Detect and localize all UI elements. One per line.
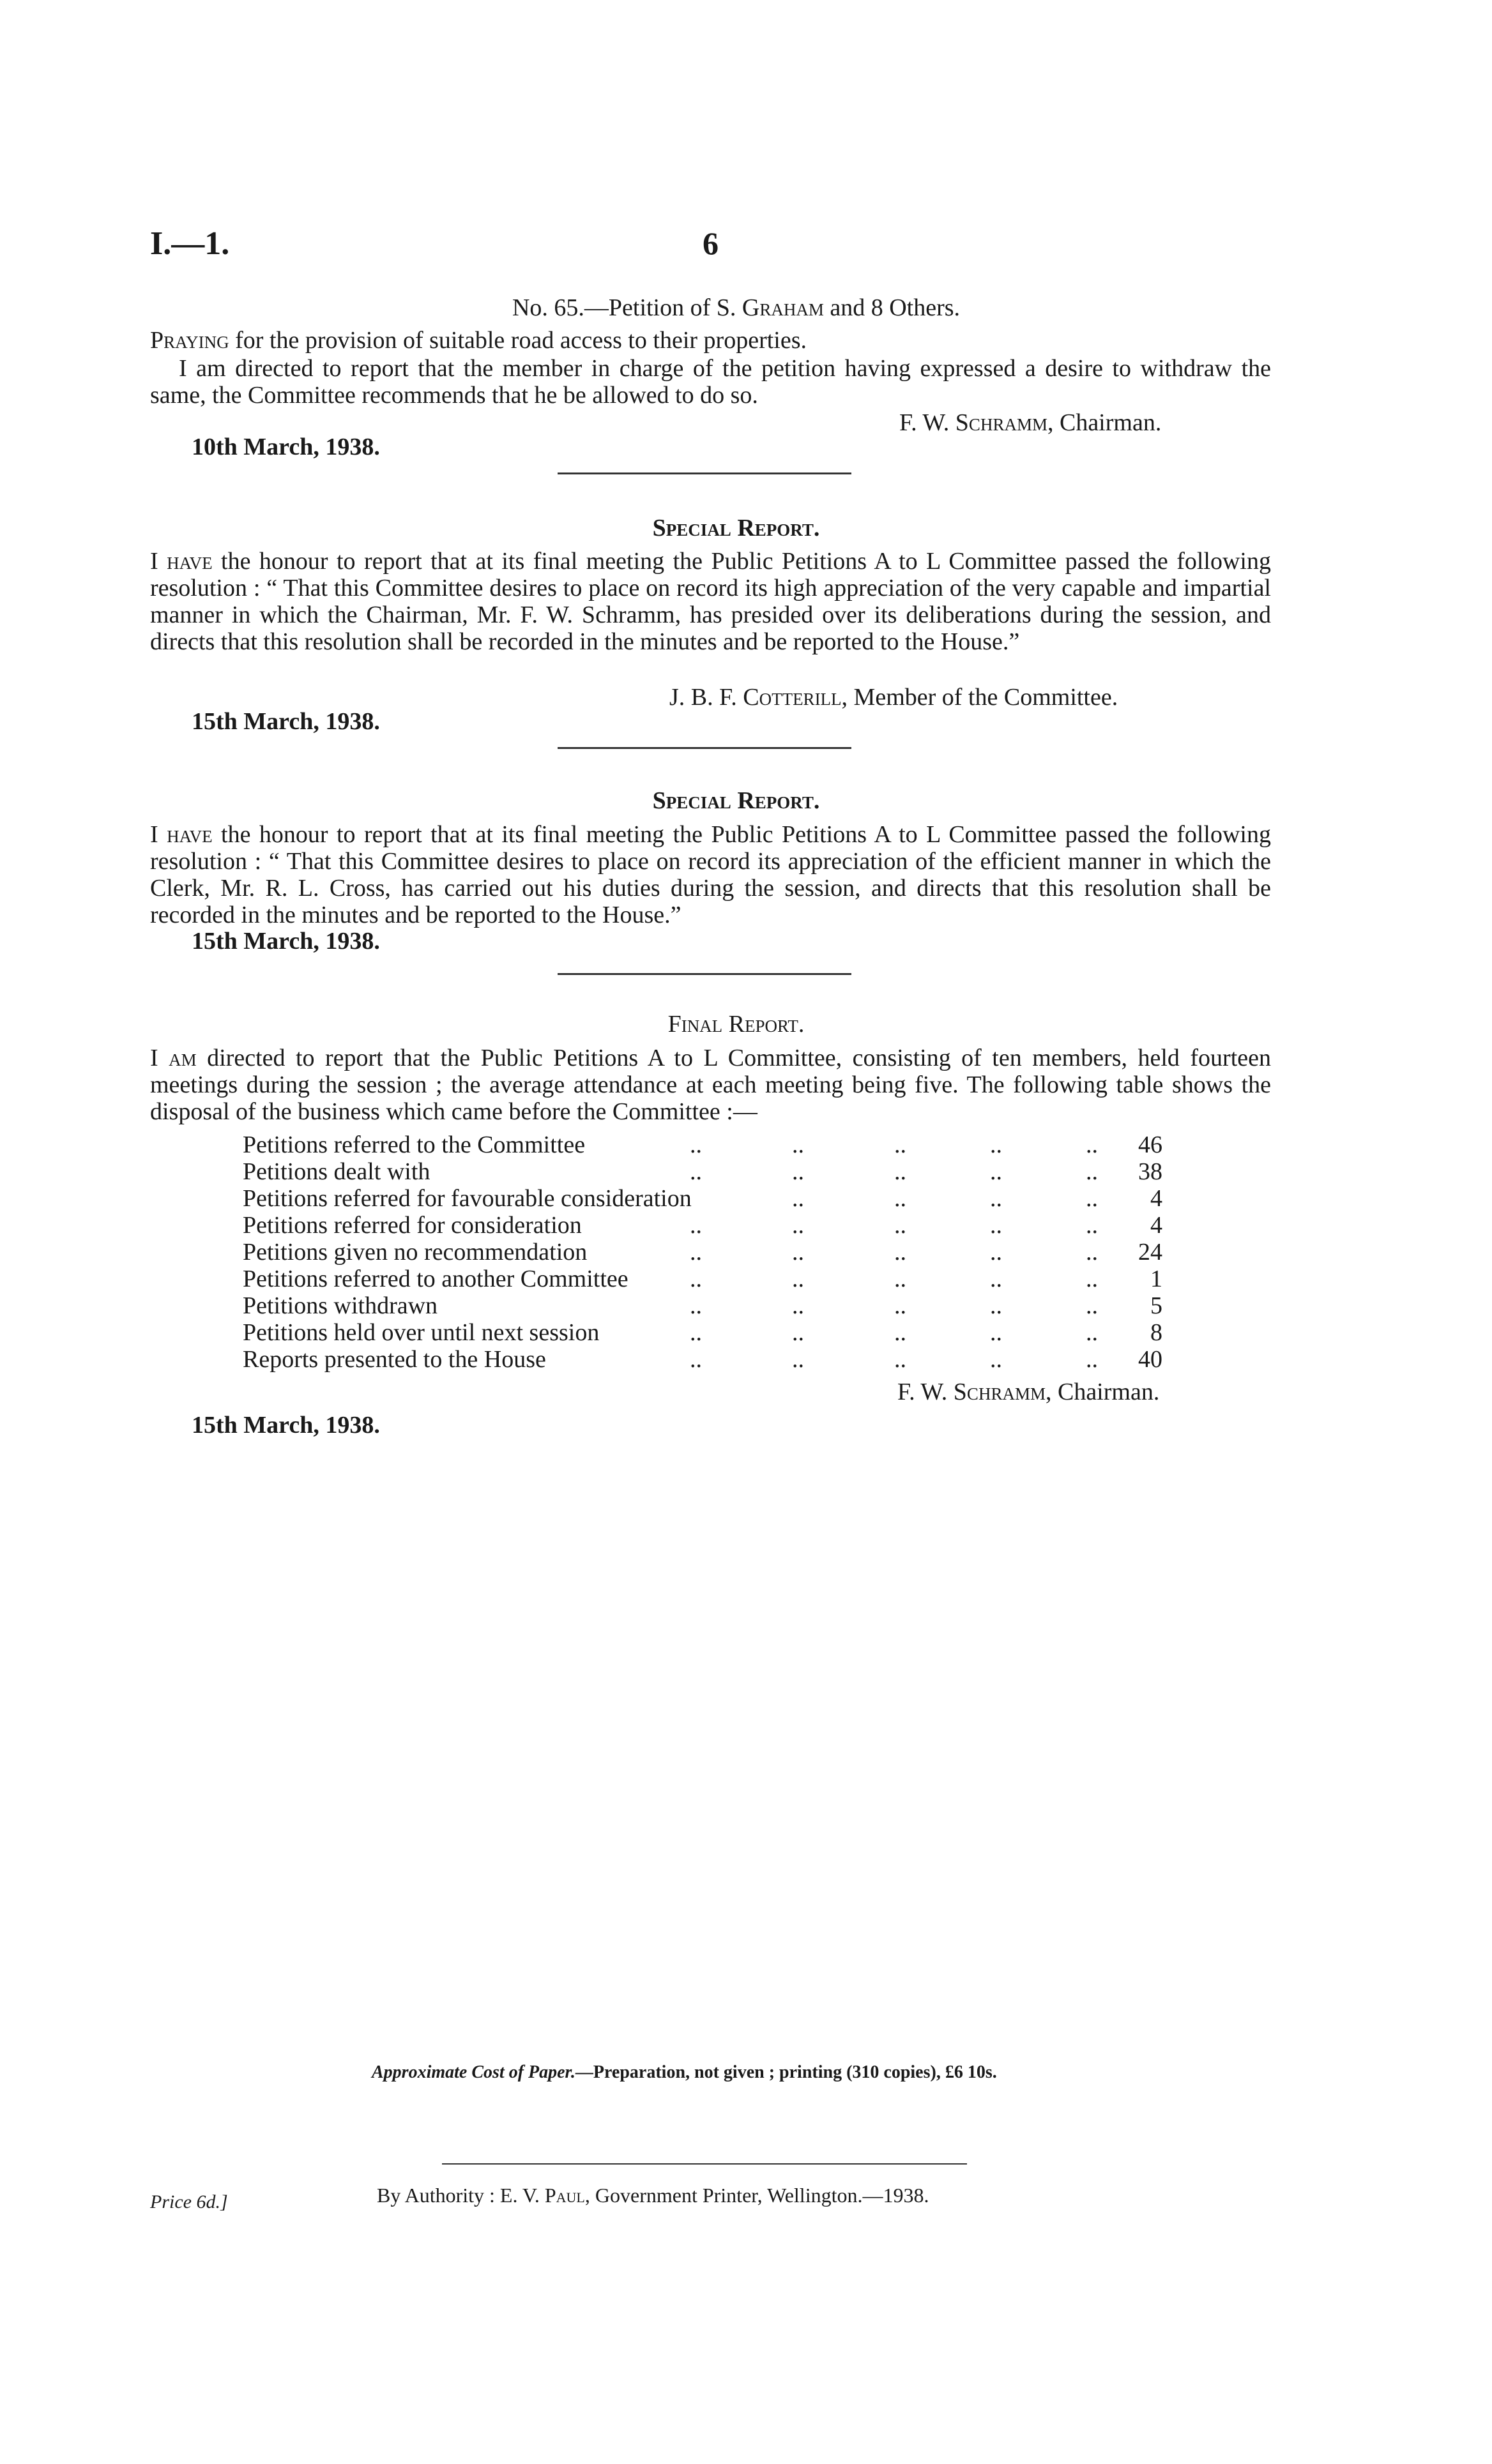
divider xyxy=(442,2163,967,2165)
leader-dot: .. xyxy=(690,1266,702,1292)
printer-authority: By Authority : E. V. Paul, Government Printer, Wellington.—1938. xyxy=(377,2184,929,2207)
table-row xyxy=(243,1212,1162,1239)
special-report-1-body: I have the honour to report that at its final meeting the Public Petitions A to L Committee passed the following resolution : “ That this Committee desires to place on record its high appreciation of the very capable and impartial manner in which the Chairman, Mr. F. W. Schramm, has presided over its deliberations during the session, and directs that this resolution shall be recorded in the minutes and be reported to the House.” xyxy=(150,548,1271,655)
table-row xyxy=(243,1292,1162,1319)
table-row-label: Petitions withdrawn xyxy=(243,1292,438,1319)
leader-dot: .. xyxy=(990,1212,1002,1239)
table-row-label: Petitions given no recommendation xyxy=(243,1239,588,1266)
table-row xyxy=(243,1131,1162,1158)
table-row-label: Petitions referred for favourable consideration xyxy=(243,1185,692,1212)
leader-dot: .. xyxy=(894,1158,906,1185)
petition-date: 10th March, 1938. xyxy=(192,434,380,460)
leader-dot: .. xyxy=(792,1319,804,1346)
leader-dot: .. xyxy=(792,1212,804,1239)
leader-dot: .. xyxy=(894,1185,906,1212)
cost-of-paper-note: Approximate Cost of Paper.—Preparation, not given ; printing (310 copies), £6 10s. xyxy=(372,2062,997,2082)
leader-dot: .. xyxy=(792,1292,804,1319)
divider xyxy=(558,747,851,749)
leader-dot: .. xyxy=(690,1239,702,1266)
special-report-heading: Special Report. xyxy=(652,515,820,541)
table-row-value: 4 xyxy=(1150,1212,1162,1239)
petition-signature: F. W. Schramm, Chairman. xyxy=(899,409,1162,436)
table-row-value: 1 xyxy=(1150,1266,1162,1292)
leader-dot: .. xyxy=(1086,1158,1098,1185)
page-number: 6 xyxy=(703,225,719,261)
final-report-heading: Final Report. xyxy=(667,1011,805,1038)
leader-dot: .. xyxy=(990,1266,1002,1292)
price: Price 6d.] xyxy=(150,2191,228,2212)
final-report-signature: F. W. Schramm, Chairman. xyxy=(897,1379,1160,1405)
leader-dot: .. xyxy=(894,1319,906,1346)
leader-dot: .. xyxy=(990,1131,1002,1158)
leader-dot: .. xyxy=(894,1239,906,1266)
table-row-value: 46 xyxy=(1138,1131,1162,1158)
leader-dot: .. xyxy=(690,1158,702,1185)
table-row xyxy=(243,1319,1162,1346)
leader-dot: .. xyxy=(690,1319,702,1346)
table-row-label: Reports presented to the House xyxy=(243,1346,546,1373)
petition-body: I am directed to report that the member in charge of the petition having expressed a desire to withdraw the same, the Committee recommends that he be allowed to do so. xyxy=(150,355,1271,409)
divider xyxy=(558,472,851,474)
leader-dot: .. xyxy=(792,1131,804,1158)
petition-praying: Praying for the provision of suitable road access to their properties. xyxy=(150,327,807,354)
leader-dot: .. xyxy=(792,1346,804,1373)
table-row xyxy=(243,1239,1162,1266)
leader-dot: .. xyxy=(792,1185,804,1212)
table-row-value: 24 xyxy=(1138,1239,1162,1266)
leader-dot: .. xyxy=(1086,1131,1098,1158)
leader-dot: .. xyxy=(990,1319,1002,1346)
leader-dot: .. xyxy=(792,1239,804,1266)
leader-dot: .. xyxy=(1086,1319,1098,1346)
leader-dot: .. xyxy=(1086,1266,1098,1292)
special-report-1-signature: J. B. F. Cotterill, Member of the Committee. xyxy=(669,684,1118,711)
document-reference: I.—1. xyxy=(150,225,230,262)
leader-dot: .. xyxy=(894,1346,906,1373)
leader-dot: .. xyxy=(1086,1185,1098,1212)
leader-dot: .. xyxy=(1086,1346,1098,1373)
final-report-date: 15th March, 1938. xyxy=(192,1412,380,1439)
leader-dot: .. xyxy=(894,1212,906,1239)
leader-dot: .. xyxy=(894,1292,906,1319)
table-row-value: 5 xyxy=(1150,1292,1162,1319)
table-row xyxy=(243,1185,1162,1212)
leader-dot: .. xyxy=(1086,1292,1098,1319)
leader-dot: .. xyxy=(990,1239,1002,1266)
special-report-2-body: I have the honour to report that at its final meeting the Public Petitions A to L Committee passed the following resolution : “ That this Committee desires to place on record its appreciation of the efficient manner in which the Clerk, Mr. R. L. Cross, has carried out his duties during the session, and directs that this resolution shall be recorded in the minutes and be reported to the House.” xyxy=(150,821,1271,928)
leader-dot: .. xyxy=(792,1266,804,1292)
table-row xyxy=(243,1346,1162,1373)
leader-dot: .. xyxy=(990,1158,1002,1185)
table-row-value: 4 xyxy=(1150,1185,1162,1212)
leader-dot: .. xyxy=(894,1266,906,1292)
leader-dot: .. xyxy=(1086,1239,1098,1266)
petition-name: Graham xyxy=(742,294,824,321)
leader-dot: .. xyxy=(990,1292,1002,1319)
table-row-value: 40 xyxy=(1138,1346,1162,1373)
table-row xyxy=(243,1266,1162,1292)
table-row-label: Petitions held over until next session xyxy=(243,1319,600,1346)
leader-dot: .. xyxy=(690,1131,702,1158)
table-row xyxy=(243,1158,1162,1185)
leader-dot: .. xyxy=(690,1346,702,1373)
leader-dot: .. xyxy=(990,1185,1002,1212)
table-row-label: Petitions referred for consideration xyxy=(243,1212,582,1239)
leader-dot: .. xyxy=(894,1131,906,1158)
table-row-label: Petitions dealt with xyxy=(243,1158,430,1185)
special-report-heading: Special Report. xyxy=(652,787,820,814)
special-report-2-date: 15th March, 1938. xyxy=(192,928,380,955)
leader-dot: .. xyxy=(690,1212,702,1239)
leader-dot: .. xyxy=(990,1346,1002,1373)
table-row-value: 38 xyxy=(1138,1158,1162,1185)
special-report-1-date: 15th March, 1938. xyxy=(192,708,380,735)
table-row-value: 8 xyxy=(1150,1319,1162,1346)
divider xyxy=(558,973,851,975)
final-report-body: I am directed to report that the Public Petitions A to L Committee, consisting of ten members, held fourteen meetings during the session ; the average attendance at each meeting being five. The following table shows the disposal of the business which came before the Committee :— xyxy=(150,1045,1271,1125)
petition-title: No. 65.—Petition of S. Graham and 8 Others. xyxy=(512,294,961,321)
table-row-label: Petitions referred to the Committee xyxy=(243,1131,586,1158)
table-row-label: Petitions referred to another Committee xyxy=(243,1266,628,1292)
leader-dot: .. xyxy=(690,1292,702,1319)
leader-dot: .. xyxy=(1086,1212,1098,1239)
leader-dot: .. xyxy=(792,1158,804,1185)
